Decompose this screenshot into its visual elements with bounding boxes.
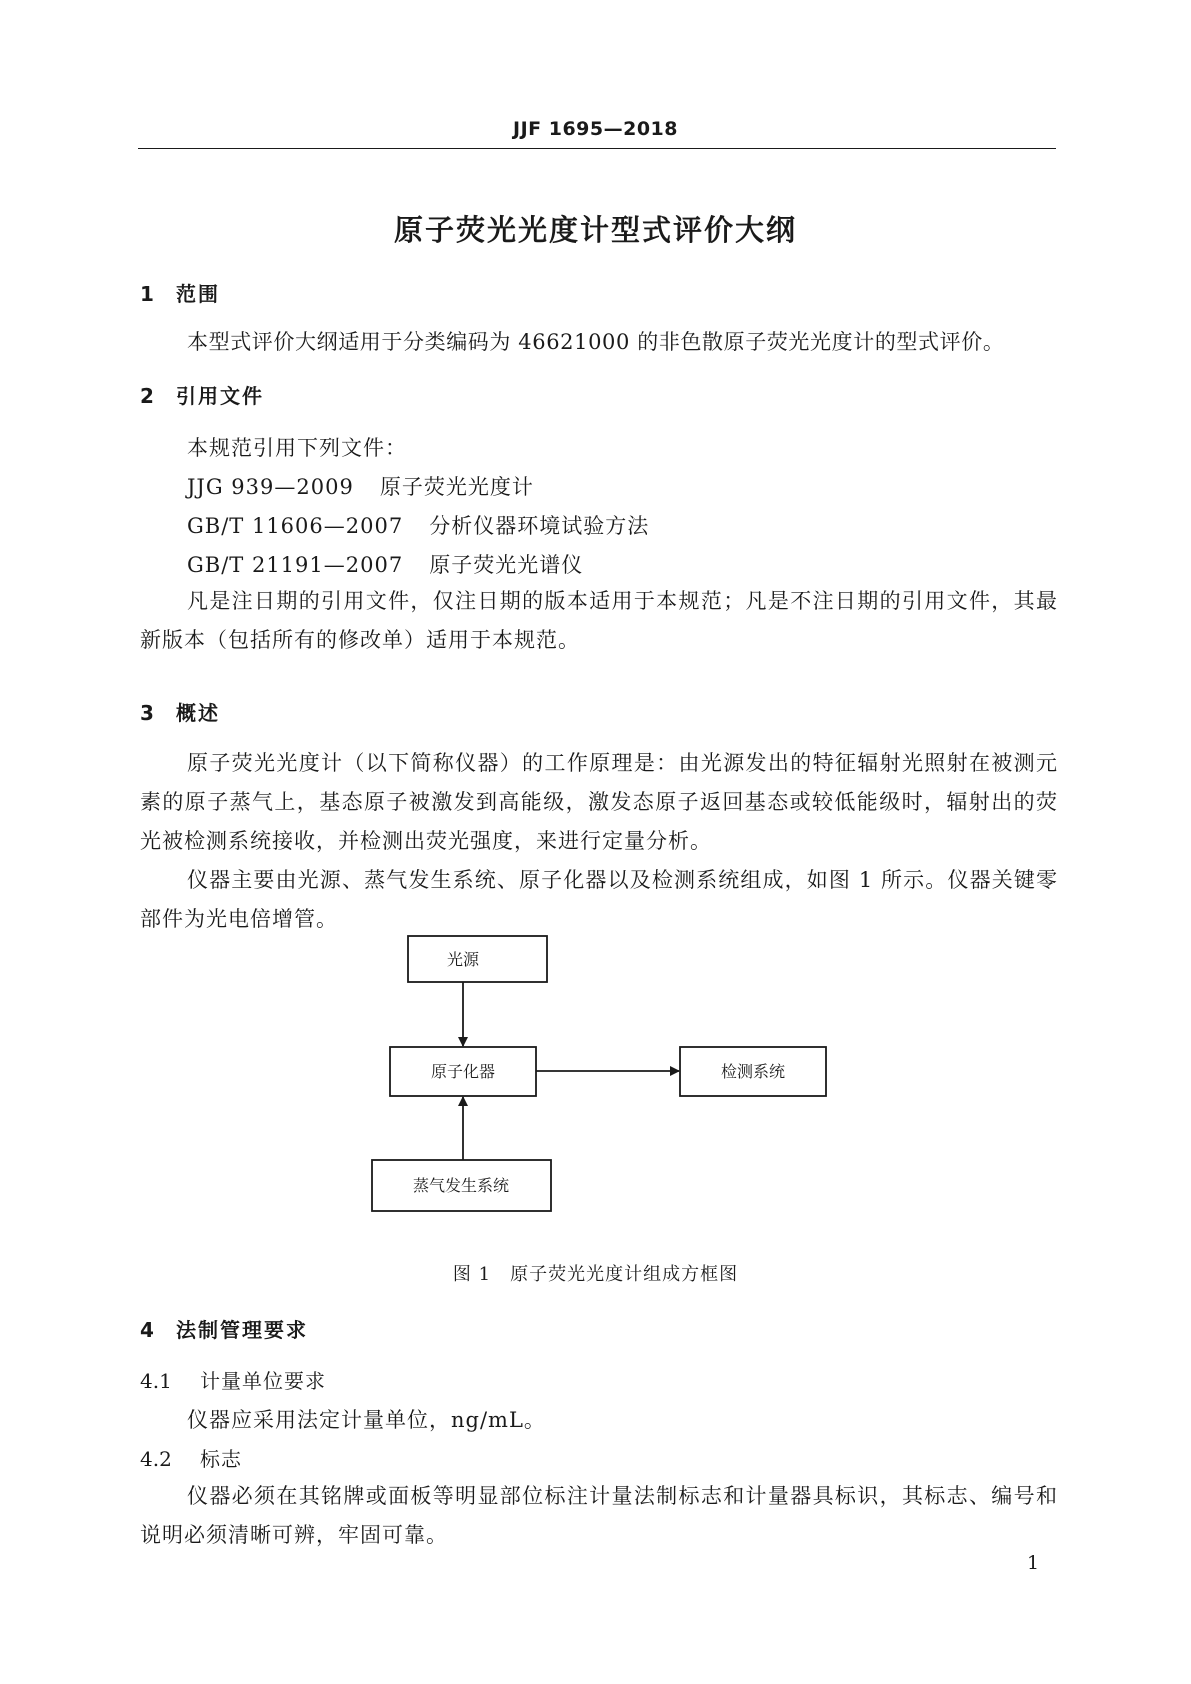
section-1-body: 本型式评价大纲适用于分类编码为 46621000 的非色散原子荧光光度计的型式评价。: [187, 330, 1005, 354]
subsection-4-1-body: 仪器应采用法定计量单位，ng/mL。: [187, 1408, 546, 1432]
overview-paragraph-2: 仪器主要由光源、蒸气发生系统、原子化器以及检测系统组成，如图 1 所示。仪器关键零部件为光电倍增管。: [140, 868, 1058, 931]
section-title: 法制管理要求: [176, 1318, 308, 1342]
subsection-title: 标志: [200, 1447, 242, 1471]
references-note: 凡是注日期的引用文件，仅注日期的版本适用于本规范；凡是不注日期的引用文件，其最新版本（包括所有的修改单）适用于本规范。: [140, 589, 1058, 652]
reference-code: GB/T 11606—2007: [187, 514, 404, 538]
reference-code: GB/T 21191—2007: [187, 553, 404, 577]
section-number: 4: [140, 1318, 156, 1342]
page-title: 原子荧光光度计型式评价大纲: [393, 213, 797, 247]
atomizer-label: 原子化器: [430, 1062, 496, 1081]
reference-name: 原子荧光光度计: [379, 475, 534, 499]
vapor-generation-label: 蒸气发生系统: [412, 1176, 510, 1195]
reference-name: 原子荧光光谱仪: [429, 553, 584, 577]
section-title: 引用文件: [176, 384, 264, 408]
overview-paragraph-1: 原子荧光光度计（以下简称仪器）的工作原理是：由光源发出的特征辐射光照射在被测元素的原子蒸气上，基态原子被激发到高能级，激发态原子返回基态或较低能级时，辐射出的荧光被检测系统接收，并检测出荧光强度，来进行定量分析。: [140, 751, 1058, 853]
section-title: 概述: [176, 701, 220, 725]
subsection-4-1-heading: [140, 1365, 326, 1394]
references-intro: 本规范引用下列文件：: [187, 436, 407, 460]
page-number: 1: [1027, 1552, 1040, 1574]
section-4-heading: [140, 1314, 308, 1343]
subsection-number: 4.1: [140, 1369, 172, 1393]
figure-caption: 图 1 原子荧光光度计组成方框图: [452, 1264, 739, 1285]
subsection-title: 计量单位要求: [200, 1369, 326, 1393]
reference-code: JJG 939—2009: [187, 475, 354, 499]
reference-name: 分析仪器环境试验方法: [429, 514, 650, 538]
subsection-4-2-heading: [140, 1443, 242, 1472]
section-title: 范围: [176, 282, 220, 306]
subsection-4-2-body: 仪器必须在其铭牌或面板等明显部位标注计量法制标志和计量器具标识，其标志、编号和说明必须清晰可辨，牢固可靠。: [140, 1484, 1058, 1547]
section-number: 1: [140, 282, 156, 306]
light-source-label: 光源: [446, 950, 480, 969]
section-number: 2: [140, 384, 156, 408]
section-number: 3: [140, 701, 156, 725]
subsection-number: 4.2: [140, 1447, 172, 1471]
document-code: JJF 1695—2018: [513, 118, 678, 140]
detection-system-label: 检测系统: [720, 1062, 786, 1081]
